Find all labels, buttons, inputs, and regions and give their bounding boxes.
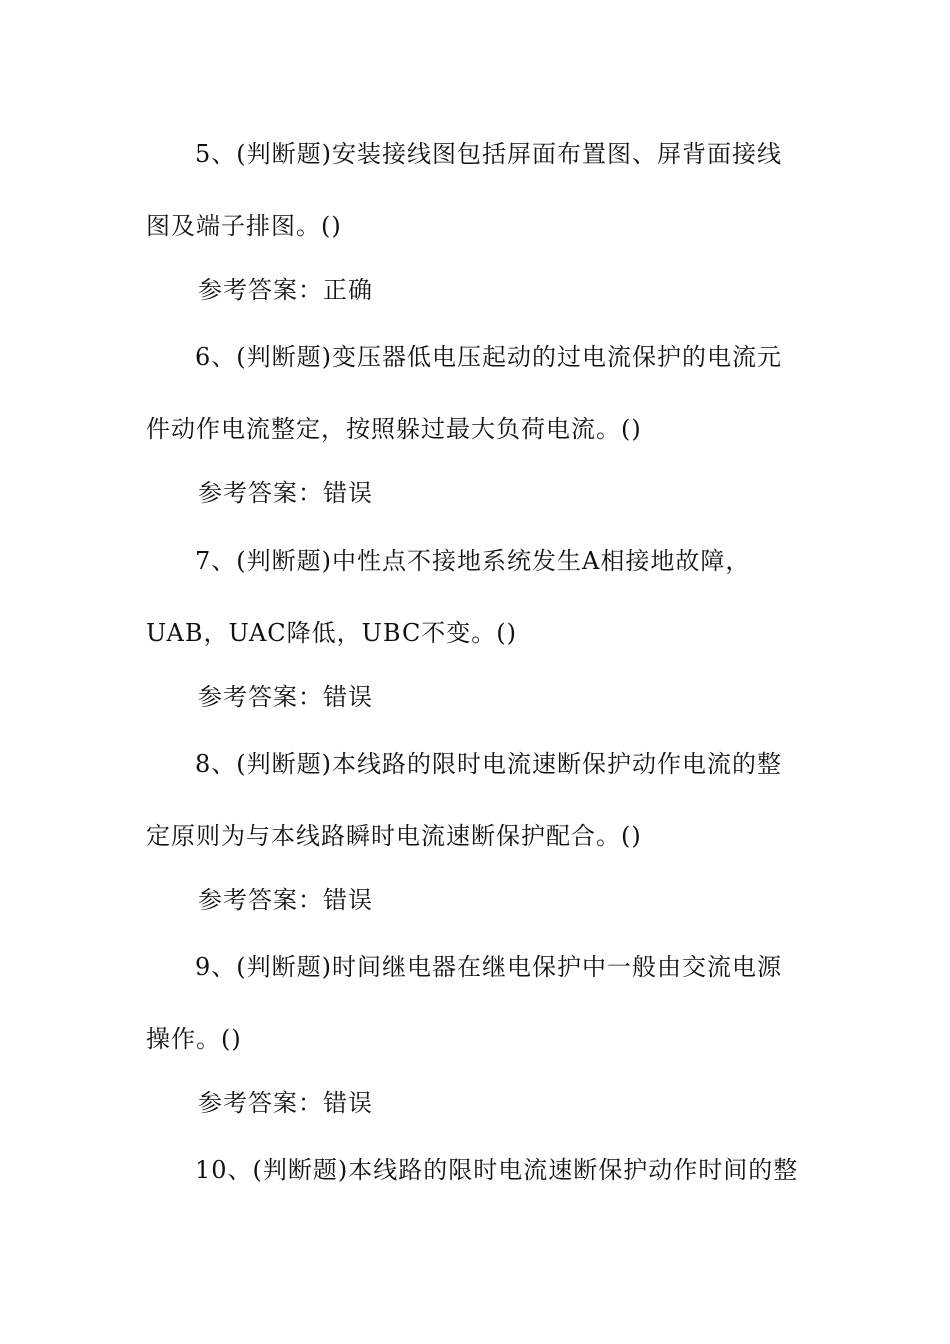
question-6-text-line2: 件动作电流整定，按照躲过最大负荷电流。() bbox=[146, 415, 642, 443]
question-9-text-line1: 9、(判断题)时间继电器在继电保护中一般由交流电源 bbox=[195, 953, 782, 981]
question-7-text-line2: UAB，UAC降低，UBC不变。() bbox=[146, 619, 518, 647]
question-5-text-line1: 5、(判断题)安装接线图包括屏面布置图、屏背面接线 bbox=[195, 140, 782, 168]
question-8-text-line1: 8、(判断题)本线路的限时电流速断保护动作电流的整 bbox=[195, 750, 782, 778]
question-8-answer: 参考答案：错误 bbox=[198, 886, 373, 914]
question-10-text-line1: 10、(判断题)本线路的限时电流速断保护动作时间的整 bbox=[195, 1156, 799, 1184]
question-7-text-line1: 7、(判断题)中性点不接地系统发生A相接地故障， bbox=[195, 547, 751, 575]
question-6-answer: 参考答案：错误 bbox=[198, 479, 373, 507]
question-6-text-line1: 6、(判断题)变压器低电压起动的过电流保护的电流元 bbox=[195, 343, 782, 371]
question-5-text-line2: 图及端子排图。() bbox=[146, 212, 342, 240]
question-8-text-line2: 定原则为与本线路瞬时电流速断保护配合。() bbox=[146, 822, 642, 850]
question-9-answer: 参考答案：错误 bbox=[198, 1089, 373, 1117]
question-9-text-line2: 操作。() bbox=[146, 1025, 242, 1053]
question-7-answer: 参考答案：错误 bbox=[198, 683, 373, 711]
question-5-answer: 参考答案：正确 bbox=[198, 276, 373, 304]
